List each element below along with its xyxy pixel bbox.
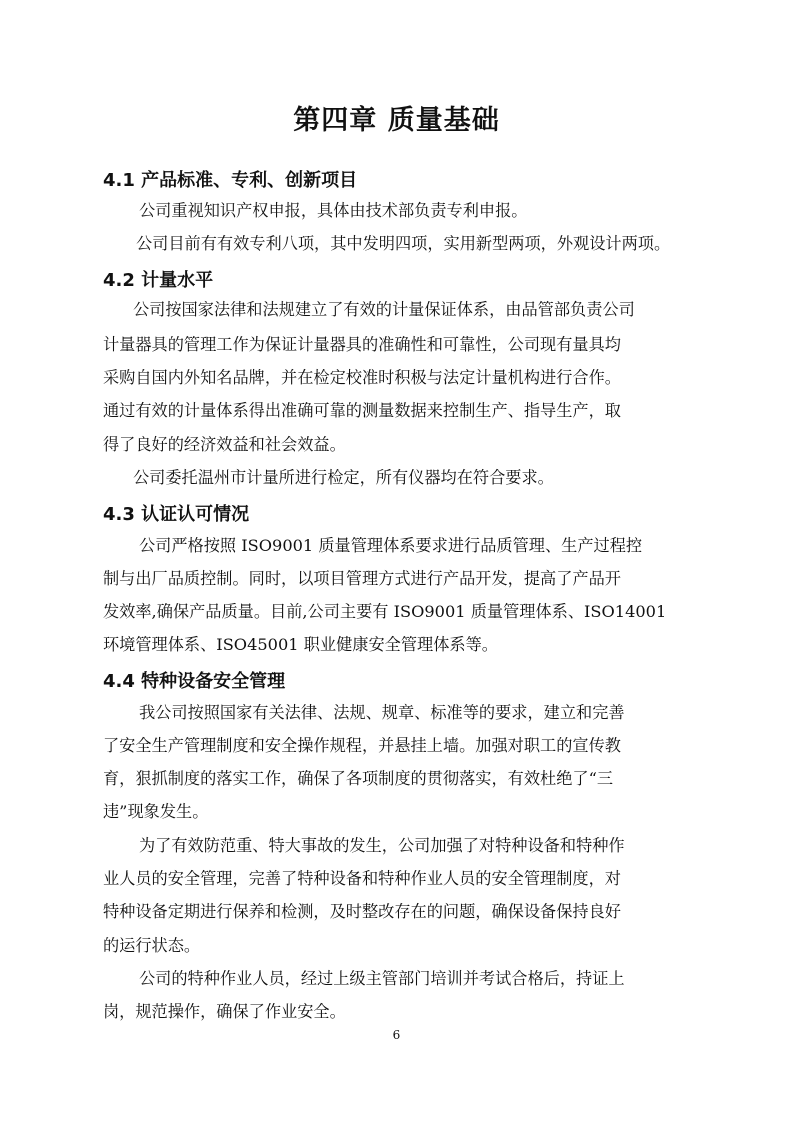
paragraph-line: 公司的特种作业人员，经过上级主管部门培训并考试合格后，持证上	[139, 969, 625, 988]
section-heading-4-1: 4.1 产品标准、专利、创新项目	[103, 170, 358, 191]
section-heading-4-4: 4.4 特种设备安全管理	[103, 671, 286, 692]
paragraph-line: 育，狠抓制度的落实工作，确保了各项制度的贯彻落实，有效杜绝了“三	[103, 769, 614, 788]
chapter-title: 第四章 质量基础	[293, 105, 500, 136]
paragraph-line: 业人员的安全管理，完善了特种设备和特种作业人员的安全管理制度，对	[103, 869, 621, 888]
paragraph-line: 公司委托温州市计量所进行检定，所有仪器均在符合要求。	[133, 468, 554, 487]
paragraph-line: 制与出厂品质控制。同时，以项目管理方式进行产品开发，提高了产品开	[103, 569, 621, 588]
paragraph-line: 发效率,确保产品质量。目前,公司主要有 ISO9001 质量管理体系、ISO14001	[103, 602, 667, 621]
paragraph-line: 岗，规范操作，确保了作业安全。	[103, 1002, 346, 1021]
paragraph-line: 为了有效防范重、特大事故的发生，公司加强了对特种设备和特种作	[139, 836, 625, 855]
paragraph-line: 得了良好的经济效益和社会效益。	[103, 435, 346, 454]
paragraph-line: 环境管理体系、ISO45001 职业健康安全管理体系等。	[103, 635, 498, 654]
paragraph-line: 我公司按照国家有关法律、法规、规章、标准等的要求，建立和完善	[139, 703, 625, 722]
paragraph-line: 公司严格按照 ISO9001 质量管理体系要求进行品质管理、生产过程控	[139, 536, 643, 555]
paragraph-line: 通过有效的计量体系得出准确可靠的测量数据来控制生产、指导生产，取	[103, 401, 621, 420]
paragraph-line: 公司重视知识产权申报，具体由技术部负责专利申报。	[139, 201, 528, 220]
paragraph-line: 了安全生产管理制度和安全操作规程，并悬挂上墙。加强对职工的宣传教	[103, 736, 621, 755]
page-number: 6	[392, 1028, 401, 1042]
paragraph-line: 采购自国内外知名品牌，并在检定校准时积极与法定计量机构进行合作。	[103, 368, 621, 387]
paragraph-line: 违”现象发生。	[103, 802, 209, 821]
section-heading-4-3: 4.3 认证认可情况	[103, 504, 250, 525]
section-heading-4-2: 4.2 计量水平	[103, 270, 214, 291]
paragraph-line: 公司按国家法律和法规建立了有效的计量保证体系，由品管部负责公司	[133, 300, 635, 319]
paragraph-line: 的运行状态。	[103, 936, 201, 955]
paragraph-line: 公司目前有有效专利八项，其中发明四项，实用新型两项，外观设计两项。	[136, 234, 671, 253]
paragraph-line: 计量器具的管理工作为保证计量器具的准确性和可靠性，公司现有量具均	[103, 335, 621, 354]
paragraph-line: 特种设备定期进行保养和检测，及时整改存在的问题，确保设备保持良好	[103, 902, 621, 921]
